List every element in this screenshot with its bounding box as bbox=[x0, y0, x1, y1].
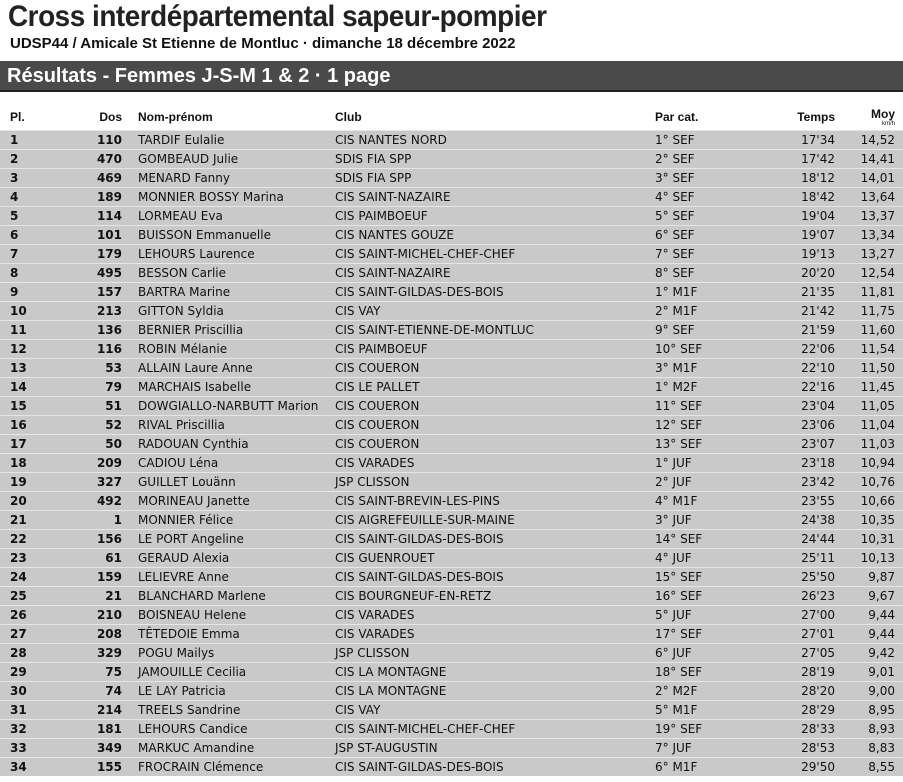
cell-category: 8° SEF bbox=[655, 264, 765, 283]
cell-category: 4° JUF bbox=[655, 549, 765, 568]
cell-club: CIS NANTES NORD bbox=[335, 131, 655, 150]
cell-dossard: 51 bbox=[42, 397, 138, 416]
table-row bbox=[0, 226, 903, 245]
cell-club: JSP CLISSON bbox=[335, 473, 655, 492]
cell-time: 25'11 bbox=[765, 549, 835, 568]
cell-speed: 13,34 bbox=[835, 226, 903, 245]
cell-speed: 14,41 bbox=[835, 150, 903, 169]
cell-time: 23'07 bbox=[765, 435, 835, 454]
cell-place: 33 bbox=[0, 739, 42, 758]
table-row bbox=[0, 606, 903, 625]
table-row bbox=[0, 682, 903, 701]
cell-category: 6° JUF bbox=[655, 644, 765, 663]
cell-club: CIS LA MONTAGNE bbox=[335, 663, 655, 682]
cell-speed: 11,60 bbox=[835, 321, 903, 340]
cell-place: 20 bbox=[0, 492, 42, 511]
cell-dossard: 159 bbox=[42, 568, 138, 587]
table-row bbox=[0, 321, 903, 340]
cell-speed: 13,27 bbox=[835, 245, 903, 264]
cell-name: MONNIER BOSSY Marina bbox=[138, 188, 335, 207]
cell-name: LE LAY Patricia bbox=[138, 682, 335, 701]
table-header bbox=[0, 104, 903, 131]
cell-place: 2 bbox=[0, 150, 42, 169]
cell-club: CIS SAINT-MICHEL-CHEF-CHEF bbox=[335, 720, 655, 739]
cell-category: 7° SEF bbox=[655, 245, 765, 264]
cell-place: 14 bbox=[0, 378, 42, 397]
cell-name: GITTON Syldia bbox=[138, 302, 335, 321]
cell-category: 12° SEF bbox=[655, 416, 765, 435]
cell-time: 23'55 bbox=[765, 492, 835, 511]
table-row bbox=[0, 340, 903, 359]
cell-place: 16 bbox=[0, 416, 42, 435]
cell-dossard: 157 bbox=[42, 283, 138, 302]
table-row bbox=[0, 568, 903, 587]
cell-place: 32 bbox=[0, 720, 42, 739]
cell-name: LE PORT Angeline bbox=[138, 530, 335, 549]
cell-category: 5° JUF bbox=[655, 606, 765, 625]
page-title: Cross interdépartemental sapeur-pompier bbox=[8, 0, 547, 33]
cell-speed: 13,64 bbox=[835, 188, 903, 207]
cell-category: 6° SEF bbox=[655, 226, 765, 245]
col-pl: Pl. bbox=[10, 110, 25, 124]
cell-club: CIS SAINT-NAZAIRE bbox=[335, 188, 655, 207]
cell-place: 12 bbox=[0, 340, 42, 359]
col-moy-label: Moy bbox=[871, 107, 895, 121]
cell-place: 30 bbox=[0, 682, 42, 701]
cell-place: 19 bbox=[0, 473, 42, 492]
col-moy-unit: km/h bbox=[881, 121, 895, 127]
cell-category: 3° M1F bbox=[655, 359, 765, 378]
cell-category: 19° SEF bbox=[655, 720, 765, 739]
cell-club: CIS VAY bbox=[335, 701, 655, 720]
cell-place: 31 bbox=[0, 701, 42, 720]
cell-club: CIS SAINT-GILDAS-DES-BOIS bbox=[335, 283, 655, 302]
cell-name: BUISSON Emmanuelle bbox=[138, 226, 335, 245]
cell-speed: 14,01 bbox=[835, 169, 903, 188]
cell-place: 15 bbox=[0, 397, 42, 416]
cell-category: 13° SEF bbox=[655, 435, 765, 454]
cell-time: 24'44 bbox=[765, 530, 835, 549]
table-row bbox=[0, 739, 903, 758]
table-row bbox=[0, 245, 903, 264]
cell-speed: 9,87 bbox=[835, 568, 903, 587]
cell-time: 22'10 bbox=[765, 359, 835, 378]
cell-dossard: 208 bbox=[42, 625, 138, 644]
table-row bbox=[0, 758, 903, 777]
cell-time: 28'29 bbox=[765, 701, 835, 720]
col-dos: Dos bbox=[99, 110, 122, 124]
cell-category: 4° M1F bbox=[655, 492, 765, 511]
cell-time: 19'07 bbox=[765, 226, 835, 245]
cell-club: CIS SAINT-GILDAS-DES-BOIS bbox=[335, 530, 655, 549]
cell-speed: 9,01 bbox=[835, 663, 903, 682]
cell-category: 6° M1F bbox=[655, 758, 765, 777]
cell-category: 17° SEF bbox=[655, 625, 765, 644]
table-row bbox=[0, 549, 903, 568]
table-row bbox=[0, 720, 903, 739]
cell-category: 11° SEF bbox=[655, 397, 765, 416]
event-subtitle: UDSP44 / Amicale St Etienne de Montluc · dimanche 18 décembre 2022 bbox=[10, 35, 516, 52]
results-table bbox=[0, 104, 903, 776]
cell-dossard: 74 bbox=[42, 682, 138, 701]
cell-club: CIS PAIMBOEUF bbox=[335, 340, 655, 359]
cell-name: TARDIF Eulalie bbox=[138, 131, 335, 150]
cell-speed: 10,31 bbox=[835, 530, 903, 549]
cell-club: CIS COUERON bbox=[335, 359, 655, 378]
cell-category: 9° SEF bbox=[655, 321, 765, 340]
cell-time: 23'18 bbox=[765, 454, 835, 473]
cell-dossard: 53 bbox=[42, 359, 138, 378]
cell-speed: 9,42 bbox=[835, 644, 903, 663]
cell-place: 25 bbox=[0, 587, 42, 606]
cell-speed: 14,52 bbox=[835, 131, 903, 150]
cell-place: 10 bbox=[0, 302, 42, 321]
cell-category: 1° M1F bbox=[655, 283, 765, 302]
cell-dossard: 209 bbox=[42, 454, 138, 473]
cell-dossard: 349 bbox=[42, 739, 138, 758]
cell-time: 28'53 bbox=[765, 739, 835, 758]
cell-club: SDIS FIA SPP bbox=[335, 169, 655, 188]
cell-dossard: 79 bbox=[42, 378, 138, 397]
cell-time: 24'38 bbox=[765, 511, 835, 530]
cell-dossard: 492 bbox=[42, 492, 138, 511]
cell-club: CIS PAIMBOEUF bbox=[335, 207, 655, 226]
cell-name: LEHOURS Candice bbox=[138, 720, 335, 739]
cell-club: CIS AIGREFEUILLE-SUR-MAINE bbox=[335, 511, 655, 530]
cell-name: FROCRAIN Clémence bbox=[138, 758, 335, 777]
cell-time: 22'06 bbox=[765, 340, 835, 359]
cell-name: BESSON Carlie bbox=[138, 264, 335, 283]
cell-category: 5° SEF bbox=[655, 207, 765, 226]
table-row bbox=[0, 150, 903, 169]
table-row bbox=[0, 397, 903, 416]
cell-speed: 10,13 bbox=[835, 549, 903, 568]
cell-time: 18'12 bbox=[765, 169, 835, 188]
cell-speed: 10,35 bbox=[835, 511, 903, 530]
cell-name: MENARD Fanny bbox=[138, 169, 335, 188]
cell-time: 23'06 bbox=[765, 416, 835, 435]
cell-time: 28'33 bbox=[765, 720, 835, 739]
cell-club: SDIS FIA SPP bbox=[335, 150, 655, 169]
cell-speed: 11,04 bbox=[835, 416, 903, 435]
cell-speed: 11,45 bbox=[835, 378, 903, 397]
table-row bbox=[0, 663, 903, 682]
cell-name: MORINEAU Janette bbox=[138, 492, 335, 511]
cell-name: LEHOURS Laurence bbox=[138, 245, 335, 264]
cell-dossard: 110 bbox=[42, 131, 138, 150]
cell-name: ROBIN Mélanie bbox=[138, 340, 335, 359]
cell-name: MARCHAIS Isabelle bbox=[138, 378, 335, 397]
cell-name: TREELS Sandrine bbox=[138, 701, 335, 720]
cell-category: 7° JUF bbox=[655, 739, 765, 758]
cell-club: CIS VAY bbox=[335, 302, 655, 321]
table-row bbox=[0, 416, 903, 435]
table-row bbox=[0, 264, 903, 283]
cell-category: 2° SEF bbox=[655, 150, 765, 169]
table-row bbox=[0, 169, 903, 188]
cell-place: 26 bbox=[0, 606, 42, 625]
cell-place: 8 bbox=[0, 264, 42, 283]
cell-name: JAMOUILLE Cecilia bbox=[138, 663, 335, 682]
cell-category: 16° SEF bbox=[655, 587, 765, 606]
table-row bbox=[0, 188, 903, 207]
cell-dossard: 1 bbox=[42, 511, 138, 530]
cell-category: 5° M1F bbox=[655, 701, 765, 720]
cell-club: CIS SAINT-NAZAIRE bbox=[335, 264, 655, 283]
cell-time: 19'13 bbox=[765, 245, 835, 264]
cell-place: 9 bbox=[0, 283, 42, 302]
cell-club: CIS SAINT-GILDAS-DES-BOIS bbox=[335, 758, 655, 777]
cell-speed: 8,83 bbox=[835, 739, 903, 758]
cell-category: 2° JUF bbox=[655, 473, 765, 492]
table-row bbox=[0, 511, 903, 530]
cell-time: 17'42 bbox=[765, 150, 835, 169]
cell-dossard: 155 bbox=[42, 758, 138, 777]
cell-dossard: 327 bbox=[42, 473, 138, 492]
cell-place: 34 bbox=[0, 758, 42, 777]
cell-name: TÊTEDOIE Emma bbox=[138, 625, 335, 644]
cell-speed: 11,54 bbox=[835, 340, 903, 359]
section-header: Résultats - Femmes J-S-M 1 & 2 · 1 page bbox=[0, 61, 903, 92]
cell-place: 5 bbox=[0, 207, 42, 226]
cell-name: BOISNEAU Helene bbox=[138, 606, 335, 625]
cell-time: 26'23 bbox=[765, 587, 835, 606]
cell-place: 29 bbox=[0, 663, 42, 682]
cell-speed: 9,67 bbox=[835, 587, 903, 606]
cell-speed: 9,00 bbox=[835, 682, 903, 701]
cell-name: RIVAL Priscillia bbox=[138, 416, 335, 435]
cell-time: 20'20 bbox=[765, 264, 835, 283]
cell-name: BLANCHARD Marlene bbox=[138, 587, 335, 606]
table-row bbox=[0, 530, 903, 549]
cell-dossard: 470 bbox=[42, 150, 138, 169]
cell-speed: 10,76 bbox=[835, 473, 903, 492]
cell-name: MARKUC Amandine bbox=[138, 739, 335, 758]
table-row bbox=[0, 131, 903, 150]
cell-club: CIS GUENROUET bbox=[335, 549, 655, 568]
table-row bbox=[0, 492, 903, 511]
cell-time: 23'04 bbox=[765, 397, 835, 416]
cell-time: 21'42 bbox=[765, 302, 835, 321]
cell-name: LORMEAU Eva bbox=[138, 207, 335, 226]
cell-place: 28 bbox=[0, 644, 42, 663]
cell-place: 27 bbox=[0, 625, 42, 644]
cell-time: 27'00 bbox=[765, 606, 835, 625]
cell-name: RADOUAN Cynthia bbox=[138, 435, 335, 454]
cell-place: 18 bbox=[0, 454, 42, 473]
cell-name: GOMBEAUD Julie bbox=[138, 150, 335, 169]
cell-club: CIS NANTES GOUZE bbox=[335, 226, 655, 245]
cell-club: CIS SAINT-ETIENNE-DE-MONTLUC bbox=[335, 321, 655, 340]
cell-dossard: 75 bbox=[42, 663, 138, 682]
cell-dossard: 116 bbox=[42, 340, 138, 359]
cell-time: 27'01 bbox=[765, 625, 835, 644]
cell-place: 21 bbox=[0, 511, 42, 530]
table-row bbox=[0, 587, 903, 606]
cell-place: 17 bbox=[0, 435, 42, 454]
cell-place: 7 bbox=[0, 245, 42, 264]
cell-speed: 10,66 bbox=[835, 492, 903, 511]
cell-time: 25'50 bbox=[765, 568, 835, 587]
cell-speed: 8,93 bbox=[835, 720, 903, 739]
table-row bbox=[0, 283, 903, 302]
cell-club: CIS SAINT-GILDAS-DES-BOIS bbox=[335, 568, 655, 587]
table-row bbox=[0, 302, 903, 321]
cell-dossard: 189 bbox=[42, 188, 138, 207]
cell-name: GUILLET Louänn bbox=[138, 473, 335, 492]
cell-time: 21'59 bbox=[765, 321, 835, 340]
cell-club: CIS COUERON bbox=[335, 416, 655, 435]
cell-dossard: 495 bbox=[42, 264, 138, 283]
cell-category: 1° SEF bbox=[655, 131, 765, 150]
cell-club: CIS VARADES bbox=[335, 625, 655, 644]
cell-category: 4° SEF bbox=[655, 188, 765, 207]
cell-time: 28'19 bbox=[765, 663, 835, 682]
cell-speed: 11,03 bbox=[835, 435, 903, 454]
cell-category: 14° SEF bbox=[655, 530, 765, 549]
cell-time: 18'42 bbox=[765, 188, 835, 207]
cell-time: 19'04 bbox=[765, 207, 835, 226]
table-row bbox=[0, 435, 903, 454]
table-row bbox=[0, 359, 903, 378]
cell-dossard: 214 bbox=[42, 701, 138, 720]
cell-club: JSP ST-AUGUSTIN bbox=[335, 739, 655, 758]
cell-place: 11 bbox=[0, 321, 42, 340]
cell-dossard: 50 bbox=[42, 435, 138, 454]
col-moy bbox=[835, 104, 903, 131]
cell-speed: 11,75 bbox=[835, 302, 903, 321]
cell-club: CIS LA MONTAGNE bbox=[335, 682, 655, 701]
cell-speed: 8,95 bbox=[835, 701, 903, 720]
cell-club: JSP CLISSON bbox=[335, 644, 655, 663]
cell-club: CIS VARADES bbox=[335, 606, 655, 625]
cell-name: ALLAIN Laure Anne bbox=[138, 359, 335, 378]
cell-time: 22'16 bbox=[765, 378, 835, 397]
table-row bbox=[0, 625, 903, 644]
cell-name: BARTRA Marine bbox=[138, 283, 335, 302]
cell-club: CIS LE PALLET bbox=[335, 378, 655, 397]
cell-club: CIS COUERON bbox=[335, 435, 655, 454]
cell-dossard: 469 bbox=[42, 169, 138, 188]
cell-speed: 8,55 bbox=[835, 758, 903, 777]
cell-place: 3 bbox=[0, 169, 42, 188]
cell-category: 15° SEF bbox=[655, 568, 765, 587]
cell-place: 13 bbox=[0, 359, 42, 378]
cell-speed: 9,44 bbox=[835, 625, 903, 644]
cell-time: 28'20 bbox=[765, 682, 835, 701]
cell-dossard: 101 bbox=[42, 226, 138, 245]
cell-category: 1° JUF bbox=[655, 454, 765, 473]
cell-name: POGU Mailys bbox=[138, 644, 335, 663]
cell-place: 6 bbox=[0, 226, 42, 245]
cell-time: 23'42 bbox=[765, 473, 835, 492]
cell-dossard: 114 bbox=[42, 207, 138, 226]
col-nom: Nom-prénom bbox=[138, 110, 213, 124]
cell-time: 17'34 bbox=[765, 131, 835, 150]
cell-place: 24 bbox=[0, 568, 42, 587]
table-row bbox=[0, 454, 903, 473]
cell-time: 29'50 bbox=[765, 758, 835, 777]
cell-category: 1° M2F bbox=[655, 378, 765, 397]
cell-club: CIS COUERON bbox=[335, 397, 655, 416]
cell-dossard: 213 bbox=[42, 302, 138, 321]
cell-club: CIS SAINT-BREVIN-LES-PINS bbox=[335, 492, 655, 511]
cell-name: DOWGIALLO-NARBUTT Marion bbox=[138, 397, 335, 416]
table-row bbox=[0, 378, 903, 397]
table-row bbox=[0, 207, 903, 226]
cell-speed: 10,94 bbox=[835, 454, 903, 473]
cell-category: 2° M2F bbox=[655, 682, 765, 701]
cell-speed: 11,05 bbox=[835, 397, 903, 416]
cell-club: CIS BOURGNEUF-EN-RETZ bbox=[335, 587, 655, 606]
cell-club: CIS SAINT-MICHEL-CHEF-CHEF bbox=[335, 245, 655, 264]
cell-place: 22 bbox=[0, 530, 42, 549]
cell-speed: 13,37 bbox=[835, 207, 903, 226]
cell-dossard: 21 bbox=[42, 587, 138, 606]
cell-dossard: 210 bbox=[42, 606, 138, 625]
cell-dossard: 181 bbox=[42, 720, 138, 739]
cell-time: 21'35 bbox=[765, 283, 835, 302]
cell-dossard: 179 bbox=[42, 245, 138, 264]
cell-time: 27'05 bbox=[765, 644, 835, 663]
cell-speed: 11,50 bbox=[835, 359, 903, 378]
cell-category: 2° M1F bbox=[655, 302, 765, 321]
cell-place: 1 bbox=[0, 131, 42, 150]
cell-name: CADIOU Léna bbox=[138, 454, 335, 473]
cell-place: 4 bbox=[0, 188, 42, 207]
cell-place: 23 bbox=[0, 549, 42, 568]
col-cat: Par cat. bbox=[655, 110, 699, 124]
cell-dossard: 52 bbox=[42, 416, 138, 435]
cell-category: 18° SEF bbox=[655, 663, 765, 682]
table-row bbox=[0, 644, 903, 663]
cell-speed: 11,81 bbox=[835, 283, 903, 302]
cell-speed: 12,54 bbox=[835, 264, 903, 283]
col-temps: Temps bbox=[797, 110, 835, 124]
cell-dossard: 61 bbox=[42, 549, 138, 568]
cell-name: GERAUD Alexia bbox=[138, 549, 335, 568]
cell-name: BERNIER Priscillia bbox=[138, 321, 335, 340]
col-club: Club bbox=[335, 110, 362, 124]
cell-dossard: 329 bbox=[42, 644, 138, 663]
cell-speed: 9,44 bbox=[835, 606, 903, 625]
cell-category: 3° JUF bbox=[655, 511, 765, 530]
cell-name: MONNIER Félice bbox=[138, 511, 335, 530]
cell-category: 3° SEF bbox=[655, 169, 765, 188]
cell-dossard: 156 bbox=[42, 530, 138, 549]
cell-name: LELIEVRE Anne bbox=[138, 568, 335, 587]
table-row bbox=[0, 701, 903, 720]
table-row bbox=[0, 473, 903, 492]
cell-club: CIS VARADES bbox=[335, 454, 655, 473]
cell-dossard: 136 bbox=[42, 321, 138, 340]
cell-category: 10° SEF bbox=[655, 340, 765, 359]
